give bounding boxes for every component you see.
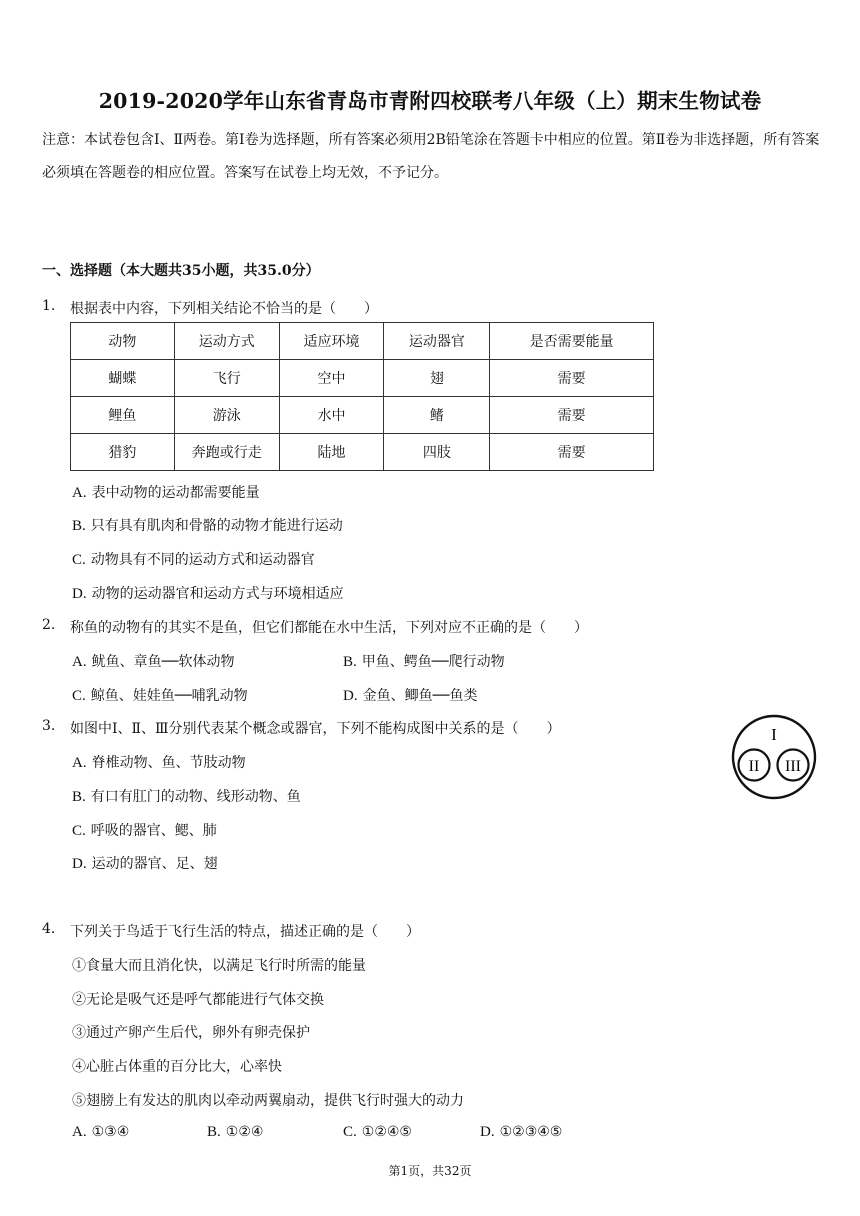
option-d <box>72 853 218 873</box>
diagram-label-3: III <box>785 758 801 775</box>
option-text: ①②④⑤ <box>361 1124 412 1140</box>
table-cell: 水中 <box>279 397 384 434</box>
table-cell: 四肢 <box>384 434 490 471</box>
table-header-cell: 适应环境 <box>279 323 384 360</box>
option-letter: A. <box>72 485 87 501</box>
question-stem: 称鱼的动物有的其实不是鱼，但它们都能在水中生活，下列对应不正确的是（ ） <box>70 620 588 636</box>
option-text: 只有具有肌肉和骨骼的动物才能进行运动 <box>90 518 343 534</box>
option-a <box>72 752 246 772</box>
table-cell: 蝴蝶 <box>71 360 175 397</box>
table-row <box>71 397 654 434</box>
table-cell: 空中 <box>279 360 384 397</box>
option-letter: D. <box>72 856 87 872</box>
table-header-cell: 运动方式 <box>174 323 279 360</box>
option-b <box>72 515 343 535</box>
option-b <box>343 651 505 671</box>
table-row <box>71 434 654 471</box>
option-text: 动物具有不同的运动方式和运动器官 <box>90 552 315 568</box>
table-header-cell: 是否需要能量 <box>490 323 654 360</box>
option-b <box>207 1124 263 1141</box>
question-number: 1. <box>42 298 56 314</box>
table-cell: 需要 <box>490 397 654 434</box>
table-cell: 游泳 <box>174 397 279 434</box>
table-header-row <box>71 323 654 360</box>
concept-diagram <box>730 713 818 801</box>
exam-notice: 注意：本试卷包含Ⅰ、Ⅱ两卷。第Ⅰ卷为选择题，所有答案必须用2B铅笔涂在答题卡中相应的位置。第Ⅱ卷为非选择题，所有答案必须填在答题卷的相应位置。答案写在试卷上均无效，不予记分。 <box>42 132 820 181</box>
question-stem: 下列关于鸟适于飞行生活的特点，描述正确的是（ ） <box>70 924 420 940</box>
question-number: 3. <box>42 718 56 734</box>
option-letter: C. <box>343 1124 357 1140</box>
diagram-label-2: II <box>748 758 760 775</box>
table-header-cell: 动物 <box>71 323 175 360</box>
statement-item: ④心脏占体重的百分比大，心率快 <box>72 1059 282 1075</box>
table-cell: 需要 <box>490 360 654 397</box>
question-number: 2. <box>42 617 56 633</box>
option-text: 呼吸的器官、鳃、肺 <box>90 823 217 839</box>
statement-item: ⑤翅膀上有发达的肌肉以牵动两翼扇动，提供飞行时强大的动力 <box>72 1093 464 1109</box>
table-cell: 需要 <box>490 434 654 471</box>
option-b <box>72 786 301 806</box>
table-cell: 猎豹 <box>71 434 175 471</box>
option-d <box>480 1124 562 1141</box>
table-cell: 鲤鱼 <box>71 397 175 434</box>
option-text: 鱿鱼、章鱼──软体动物 <box>91 654 235 670</box>
option-letter: A. <box>72 1124 87 1140</box>
option-letter: B. <box>207 1124 221 1140</box>
table-cell: 陆地 <box>279 434 384 471</box>
question-stem: 如图中Ⅰ、Ⅱ、Ⅲ分别代表某个概念或器官，下列不能构成图中关系的是（ ） <box>70 721 561 737</box>
option-c <box>72 820 217 840</box>
option-letter: A. <box>72 755 87 771</box>
option-text: ①③④ <box>91 1124 130 1140</box>
option-text: 表中动物的运动都需要能量 <box>91 485 260 501</box>
diagram-label-1: I <box>771 725 777 744</box>
option-letter: A. <box>72 654 87 670</box>
option-text: 动物的运动器官和运动方式与环境相适应 <box>91 586 344 602</box>
option-text: 脊椎动物、鱼、节肢动物 <box>91 755 246 771</box>
table-row <box>71 360 654 397</box>
question-stem: 根据表中内容，下列相关结论不恰当的是（ ） <box>70 301 378 317</box>
option-letter: D. <box>72 586 87 602</box>
table-header-cell: 运动器官 <box>384 323 490 360</box>
statement-item: ③通过产卵产生后代，卵外有卵壳保护 <box>72 1025 310 1041</box>
option-letter: B. <box>343 654 357 670</box>
option-c <box>72 549 315 569</box>
option-letter: B. <box>72 518 86 534</box>
page-footer: 第1页，共32页 <box>388 1164 472 1178</box>
table-cell: 翅 <box>384 360 490 397</box>
exam-title: 2019-2020学年山东省青岛市青附四校联考八年级（上）期末生物试卷 <box>98 89 762 113</box>
table-cell: 飞行 <box>174 360 279 397</box>
option-text: 鲸鱼、娃娃鱼──哺乳动物 <box>90 688 248 704</box>
table-cell: 鳍 <box>384 397 490 434</box>
option-text: 运动的器官、足、翅 <box>91 856 218 872</box>
option-letter: B. <box>72 789 86 805</box>
option-text: ①②④ <box>225 1124 264 1140</box>
option-a <box>72 1124 129 1141</box>
option-a <box>72 651 234 671</box>
question-number: 4. <box>42 921 56 937</box>
option-d <box>72 583 344 603</box>
option-c <box>343 1124 412 1141</box>
option-text: 金鱼、鲫鱼──鱼类 <box>362 688 478 704</box>
option-letter: D. <box>480 1124 495 1140</box>
option-a <box>72 482 260 502</box>
option-text: ①②③④⑤ <box>499 1124 563 1140</box>
table-cell: 奔跑或行走 <box>174 434 279 471</box>
option-text: 甲鱼、鳄鱼──爬行动物 <box>361 654 505 670</box>
q1-table <box>70 322 654 471</box>
option-text: 有口有肛门的动物、线形动物、鱼 <box>90 789 301 805</box>
option-letter: C. <box>72 552 86 568</box>
option-letter: C. <box>72 823 86 839</box>
statement-item: ①食量大而且消化快，以满足飞行时所需的能量 <box>72 958 366 974</box>
section-heading: 一、选择题（本大题共35小题，共35.0分） <box>42 263 320 279</box>
option-letter: C. <box>72 688 86 704</box>
option-c <box>72 685 248 705</box>
option-d <box>343 685 477 705</box>
statement-item: ②无论是吸气还是呼气都能进行气体交换 <box>72 992 324 1008</box>
option-letter: D. <box>343 688 358 704</box>
